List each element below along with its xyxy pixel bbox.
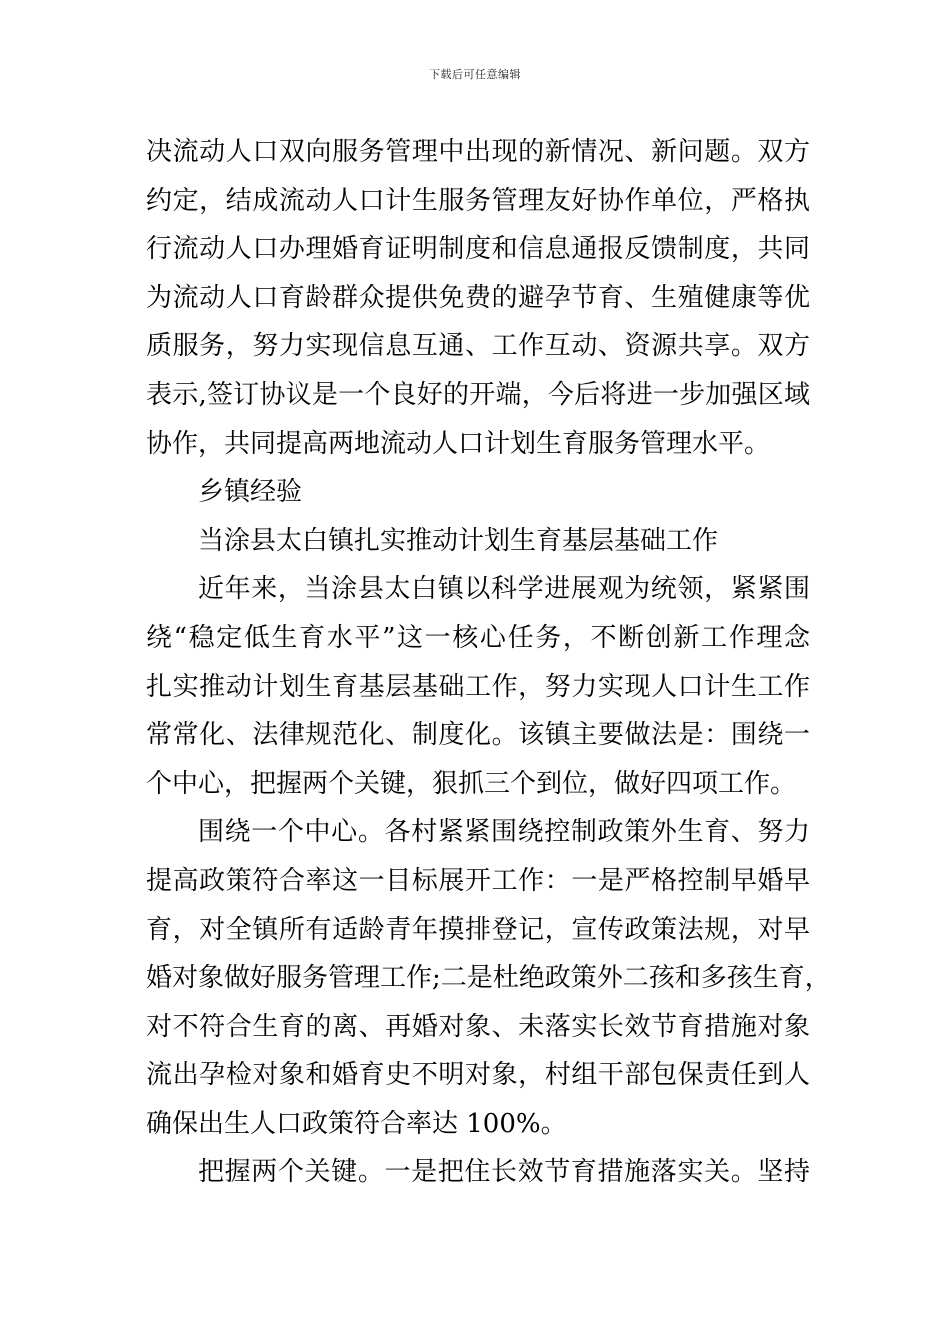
body-line: 把握两个关键。一是把住长效节育措施落实关。坚持 (198, 1157, 810, 1188)
body-line: 个中心，把握两个关键，狠抓三个到位，做好四项工作。 (146, 768, 797, 799)
body-line: 为流动人口育龄群众提供免费的避孕节育、生殖健康等优 (146, 282, 810, 313)
article-title: 当涂县太白镇扎实推动计划生育基层基础工作 (198, 525, 719, 556)
body-line: 质服务，努力实现信息互通、工作互动、资源共享。双方 (146, 331, 810, 362)
body-line: 行流动人口办理婚育证明制度和信息通报反馈制度，共同 (146, 234, 810, 265)
body-line: 对不符合生育的离、再婚对象、未落实长效节育措施对象 (146, 1011, 810, 1042)
body-line: 提高政策符合率这一目标展开工作：一是严格控制早婚早 (146, 865, 810, 896)
body-line: 常常化、法律规范化、制度化。该镇主要做法是：围绕一 (146, 720, 810, 751)
section-heading: 乡镇经验 (198, 477, 303, 508)
body-line: 表示,签订协议是一个良好的开端，今后将进一步加强区域 (146, 379, 810, 410)
body-line: 近年来，当涂县太白镇以科学进展观为统领，紧紧围 (198, 574, 810, 605)
body-line: 围绕一个中心。各村紧紧围绕控制政策外生育、努力 (198, 817, 810, 848)
body-line: 流出孕检对象和婚育史不明对象，村组干部包保责任到人 (146, 1060, 810, 1091)
body-line: 约定，结成流动人口计生服务管理友好协作单位，严格执 (146, 185, 810, 216)
document-body (146, 128, 831, 1197)
body-line: 确保出生人口政策符合率达 100%。 (146, 1108, 567, 1139)
body-line: 决流动人口双向服务管理中出现的新情况、新问题。双方 (146, 137, 810, 167)
body-line: 绕“稳定低生育水平”这一核心任务，不断创新工作理念 (146, 622, 810, 653)
body-line: 协作，共同提高两地流动人口计划生育服务管理水平。 (146, 428, 771, 459)
body-line: 婚对象做好服务管理工作;二是杜绝政策外二孩和多孩生育， (146, 963, 831, 994)
body-line: 育，对全镇所有适龄青年摸排登记，宣传政策法规，对早 (146, 914, 810, 945)
body-line: 扎实推动计划生育基层基础工作，努力实现人口计生工作 (146, 671, 810, 702)
page-header-note: 下载后可任意编辑 (429, 68, 521, 81)
